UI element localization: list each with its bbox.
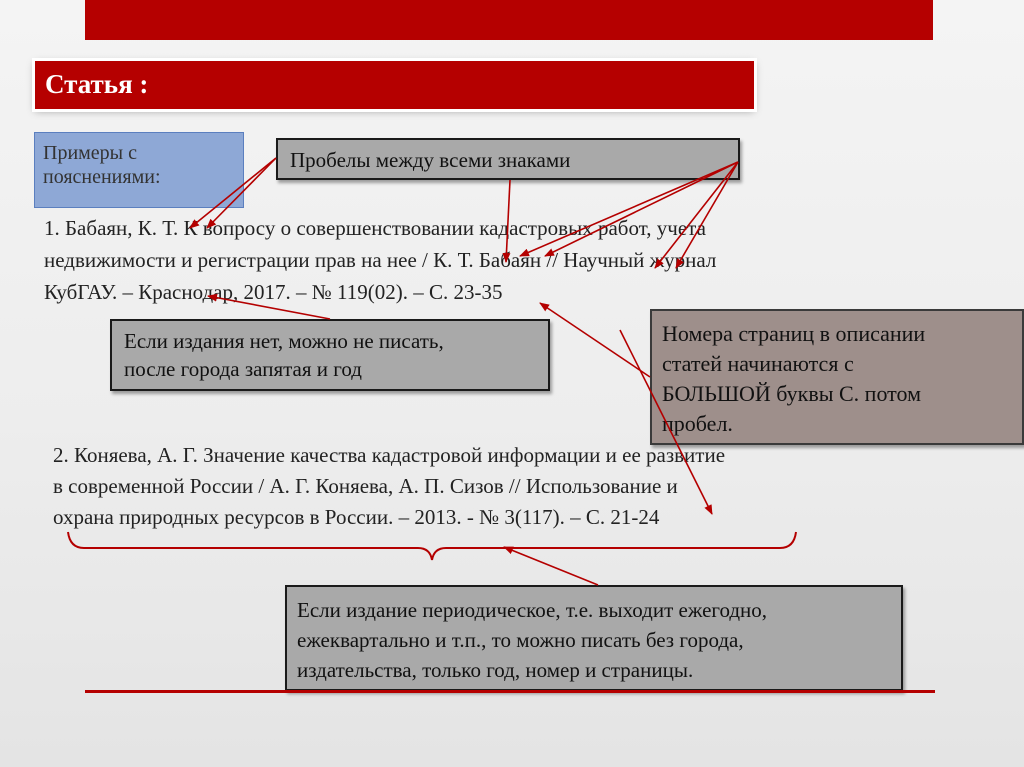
slide-title: Статья : [45,69,149,99]
examples-note [34,132,244,208]
examples-note-line: Примеры с [43,142,137,164]
page-numbers-note-line: статей начинаются с [662,351,854,376]
top-decor-band [85,0,933,40]
reference-2-line: в современной России / А. Г. Коняева, А. П. Сизов // Использование и [53,474,678,498]
reference-2-line: 2. Коняева, А. Г. Значение качества кадастровой информации и ее развитие [53,443,726,467]
page-numbers-note-line: БОЛЬШОЙ буквы С. потом [662,381,921,406]
no-edition-note-line: после города запятая и год [124,357,362,381]
page-numbers-note [650,309,1024,445]
spaces-note-text: Пробелы между всеми знаками [290,148,571,172]
no-edition-note [110,319,550,391]
reference-1-line: КубГАУ. – Краснодар, 2017. – № 119(02). – С. 23-35 [44,280,503,304]
page-numbers-note-line: Номера страниц в описании [662,321,926,346]
reference-1-line: 1. Бабаян, К. Т. К вопросу о совершенствовании кадастровых работ, учета [44,216,706,240]
no-edition-note-line: Если издания нет, можно не писать, [124,329,444,353]
reference-2 [53,440,725,533]
reference-1 [44,212,716,308]
periodical-note-line: Если издание периодическое, т.е. выходит ежегодно, [297,598,768,622]
reference-2-line: охрана природных ресурсов в России. – 2013. - № 3(117). – С. 21-24 [53,505,660,529]
arrow-to-pages-1 [540,303,650,377]
bottom-decor-rule [85,690,935,693]
title-bar [35,61,754,109]
periodical-note [285,585,903,691]
reference-2-bracket [68,532,796,560]
spaces-note [276,138,740,180]
page-numbers-note-line: пробел. [662,411,733,436]
examples-note-line: пояснениями: [43,166,161,188]
periodical-note-line: издательства, только год, номер и страницы. [297,658,694,682]
reference-1-line: недвижимости и регистрации прав на нее / К. Т. Бабаян // Научный журнал [44,248,717,272]
periodical-note-line: ежеквартально и т.п., то можно писать без города, [297,628,744,652]
arrow-to-bracket [504,547,598,585]
